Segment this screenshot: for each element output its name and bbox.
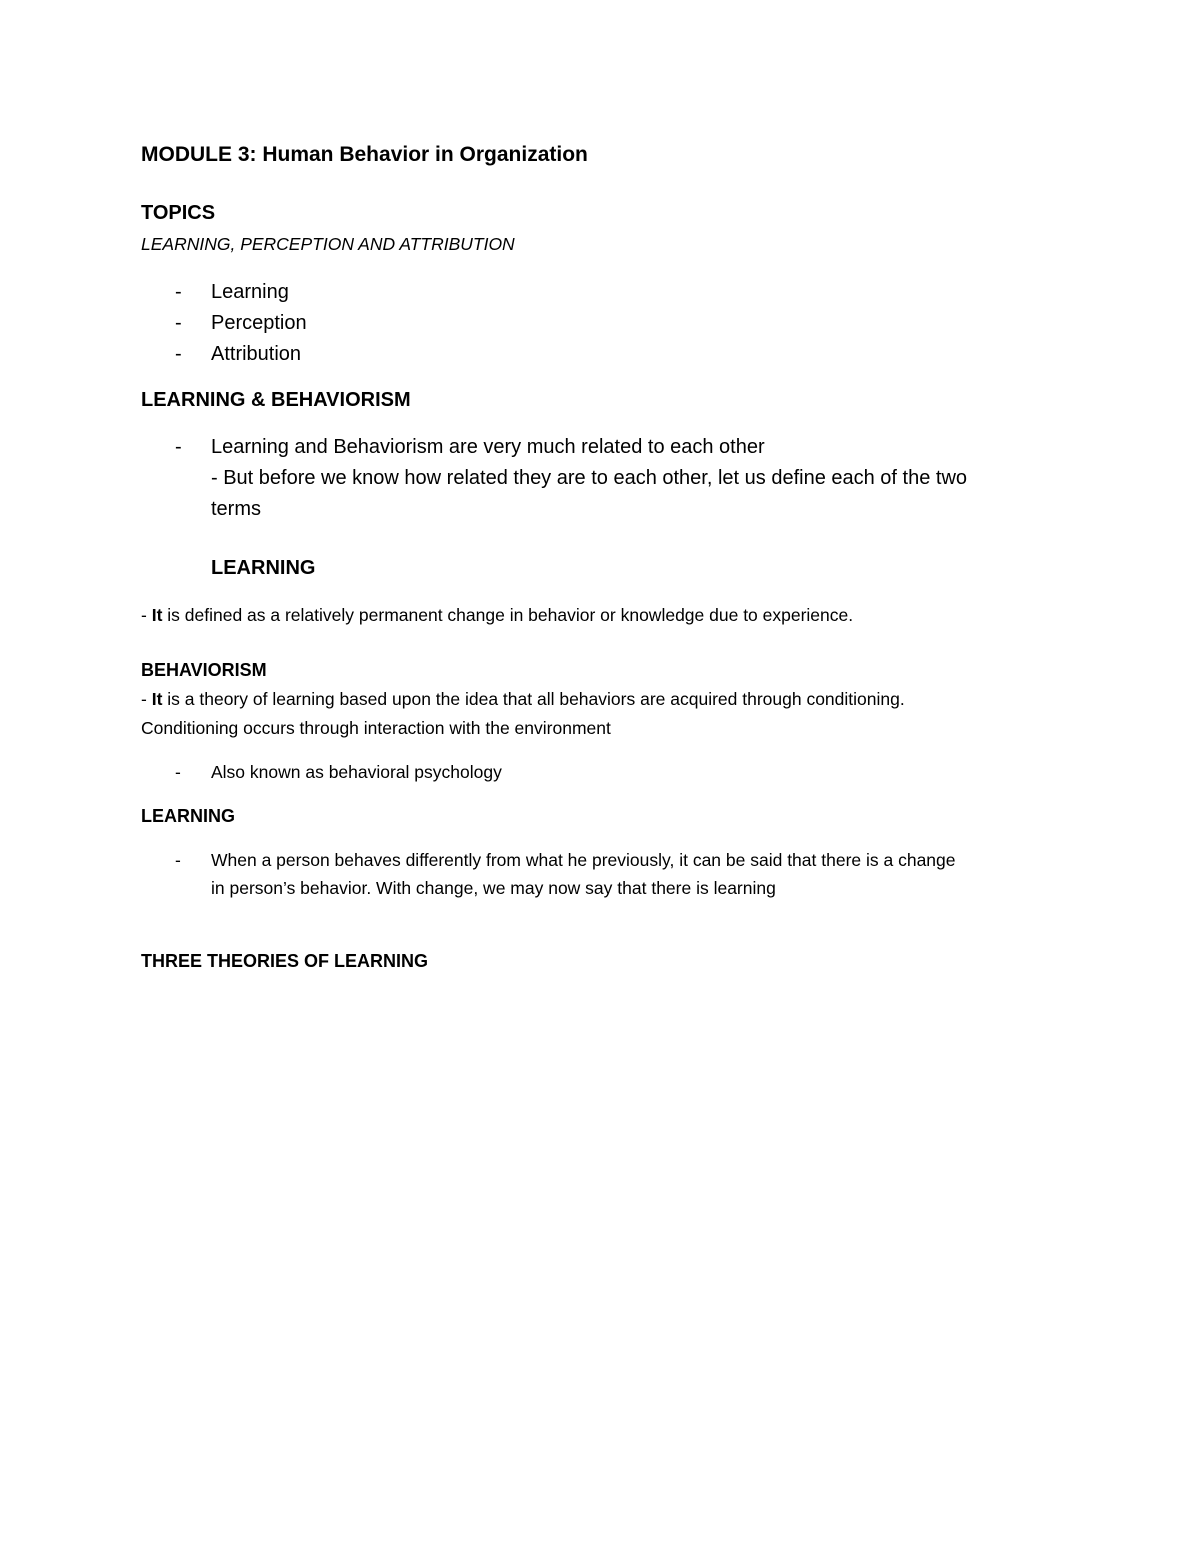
list-bullet: - bbox=[175, 762, 181, 782]
behaviorism-def-rest: is a theory of learning based upon the idea that all behaviors are acquired through conditioning. bbox=[162, 689, 905, 709]
learning-definition bbox=[141, 605, 853, 625]
learning-subheading: LEARNING bbox=[211, 557, 316, 579]
list-bullet: - bbox=[175, 850, 181, 870]
module-title: MODULE 3: Human Behavior in Organization bbox=[141, 143, 588, 166]
list-bullet: - bbox=[175, 436, 182, 458]
list-bullet: - bbox=[175, 312, 182, 334]
behaviorism-definition-line2: Conditioning occurs through interaction with the environment bbox=[141, 718, 611, 738]
behaviorism-def-bold: It bbox=[151, 689, 163, 709]
behaviorism-definition bbox=[141, 689, 905, 709]
learning-def-bold: It bbox=[151, 605, 163, 625]
learning-behaviorism-heading: LEARNING & BEHAVIORISM bbox=[141, 389, 411, 411]
topic-item-perception: Perception bbox=[211, 312, 307, 334]
lb-bullet-line3: terms bbox=[211, 498, 261, 520]
lb-bullet-line2: - But before we know how related they are to each other, let us define each of the two bbox=[211, 467, 968, 489]
learning-def-rest: is defined as a relatively permanent change in behavior or knowledge due to experience. bbox=[162, 605, 854, 625]
learning2-bullet-line1: When a person behaves differently from what he previously, it can be said that there is a change bbox=[211, 850, 956, 870]
topic-item-learning: Learning bbox=[211, 281, 289, 303]
three-theories-heading: THREE THEORIES OF LEARNING bbox=[141, 951, 429, 971]
behaviorism-def-prefix: - bbox=[141, 689, 152, 709]
learning2-bullet-line2: in person’s behavior. With change, we may now say that there is learning bbox=[211, 878, 776, 898]
topics-subheading: LEARNING, PERCEPTION AND ATTRIBUTION bbox=[141, 234, 515, 254]
list-bullet: - bbox=[175, 281, 182, 303]
lb-bullet-line1: Learning and Behaviorism are very much related to each other bbox=[211, 436, 765, 458]
behaviorism-heading: BEHAVIORISM bbox=[141, 660, 267, 680]
list-bullet: - bbox=[175, 343, 182, 365]
topic-item-attribution: Attribution bbox=[211, 343, 302, 365]
behaviorism-bullet: Also known as behavioral psychology bbox=[211, 762, 502, 782]
learning-def-prefix: - bbox=[141, 605, 152, 625]
topics-heading: TOPICS bbox=[141, 202, 216, 224]
learning2-heading: LEARNING bbox=[141, 806, 235, 826]
